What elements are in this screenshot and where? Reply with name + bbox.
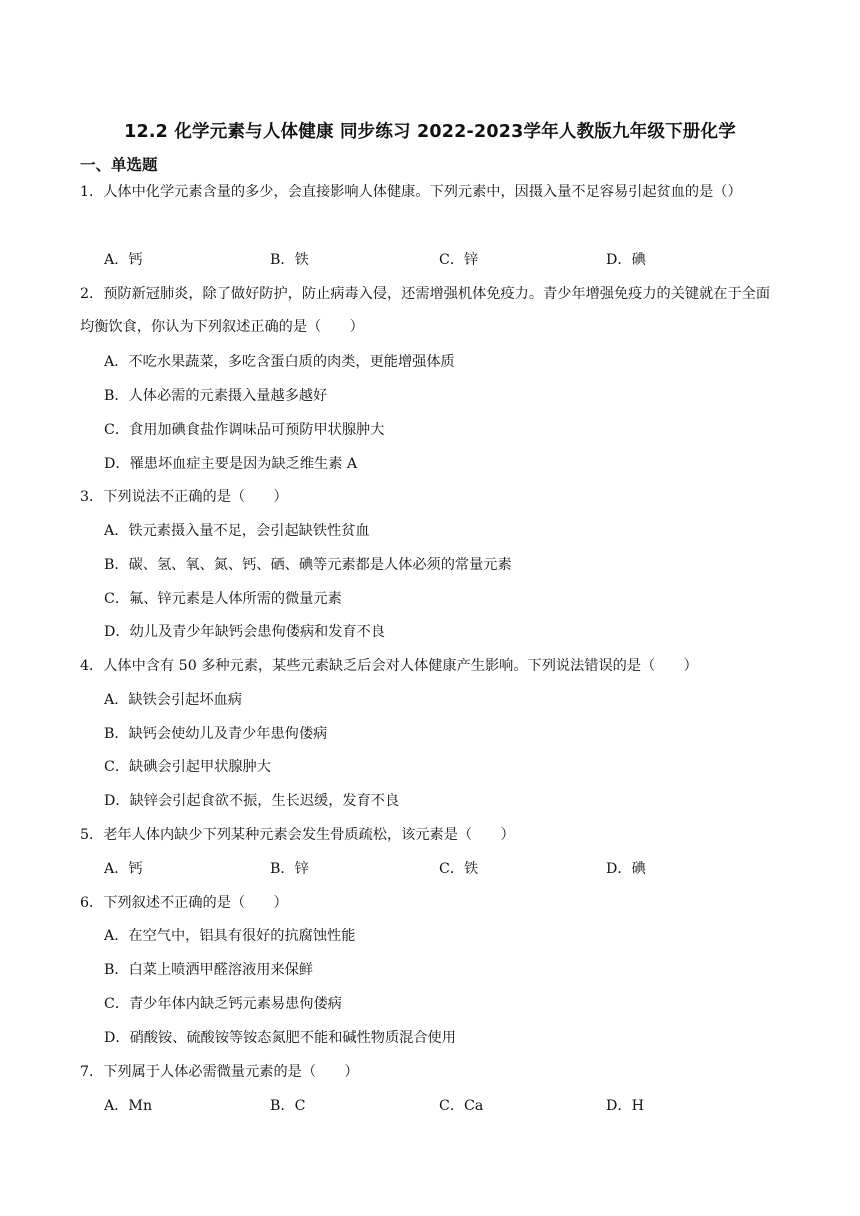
option-d: D．H: [606, 1098, 644, 1114]
question-1: [80, 176, 780, 209]
section-heading: 一、单选题: [80, 156, 158, 174]
option-b: B．C: [270, 1098, 306, 1114]
option-d: D．碘: [606, 861, 646, 877]
option-a: A．Mn: [104, 1098, 153, 1114]
option-d: D．幼儿及青少年缺钙会患佝偻病和发育不良: [104, 624, 385, 640]
option-c: C．氟、锌元素是人体所需的微量元素: [104, 591, 342, 607]
option-b: B．碳、氢、氧、氮、钙、硒、碘等元素都是人体必须的常量元素: [104, 557, 512, 573]
question-6-text: 6．下列叙述不正确的是（ ）: [80, 895, 288, 911]
option-d: D．碘: [606, 252, 646, 268]
document-title: 12.2 化学元素与人体健康 同步练习 2022-2023学年人教版九年级下册化学: [124, 122, 736, 142]
question-text: 2．预防新冠肺炎，除了做好防护，防止病毒入侵，还需增强机体免疫力。青少年增强免疫力的关键就在于全面均衡饮食，你认为下列叙述正确的是（ ）: [80, 286, 771, 335]
question-text: 1．人体中化学元素含量的多少，会直接影响人体健康。下列元素中，因摄入量不足容易引起贫血的是（）: [80, 184, 742, 200]
option-b: B．白菜上喷洒甲醛溶液用来保鲜: [104, 962, 314, 978]
question-5-text: 5．老年人体内缺少下列某种元素会发生骨质疏松，该元素是（ ）: [80, 827, 515, 843]
option-c: C．Ca: [439, 1098, 484, 1114]
option-c: C．青少年体内缺乏钙元素易患佝偻病: [104, 996, 342, 1012]
option-d: D．罹患坏血症主要是因为缺乏维生素 A: [104, 456, 358, 472]
option-a: A．在空气中，铝具有很好的抗腐蚀性能: [104, 928, 356, 944]
question-3-text: 3．下列说法不正确的是（ ）: [80, 489, 288, 505]
option-a: A．钙: [104, 252, 143, 268]
option-b: B．锌: [270, 861, 309, 877]
option-c: C．锌: [439, 252, 479, 268]
option-b: B．缺钙会使幼儿及青少年患佝偻病: [104, 726, 328, 742]
option-c: C．铁: [439, 861, 479, 877]
option-d: D．缺锌会引起食欲不振，生长迟缓，发育不良: [104, 793, 400, 809]
question-2: [80, 278, 780, 344]
option-a: A．缺铁会引起坏血病: [104, 692, 242, 708]
option-a: A．铁元素摄入量不足，会引起缺铁性贫血: [104, 523, 370, 539]
option-b: B．铁: [270, 252, 309, 268]
option-d: D．硝酸铵、硫酸铵等铵态氮肥不能和碱性物质混合使用: [104, 1030, 456, 1046]
option-c: C．食用加碘食盐作调味品可预防甲状腺肿大: [104, 422, 385, 438]
question-7-text: 7．下列属于人体必需微量元素的是（ ）: [80, 1064, 359, 1080]
option-a: A．不吃水果蔬菜，多吃含蛋白质的肉类，更能增强体质: [104, 354, 455, 370]
option-a: A．钙: [104, 861, 143, 877]
question-4-text: 4．人体中含有 50 多种元素，某些元素缺乏后会对人体健康产生影响。下列说法错误的是（ ）: [80, 658, 698, 674]
option-c: C．缺碘会引起甲状腺肿大: [104, 759, 271, 775]
option-b: B．人体必需的元素摄入量越多越好: [104, 388, 328, 404]
